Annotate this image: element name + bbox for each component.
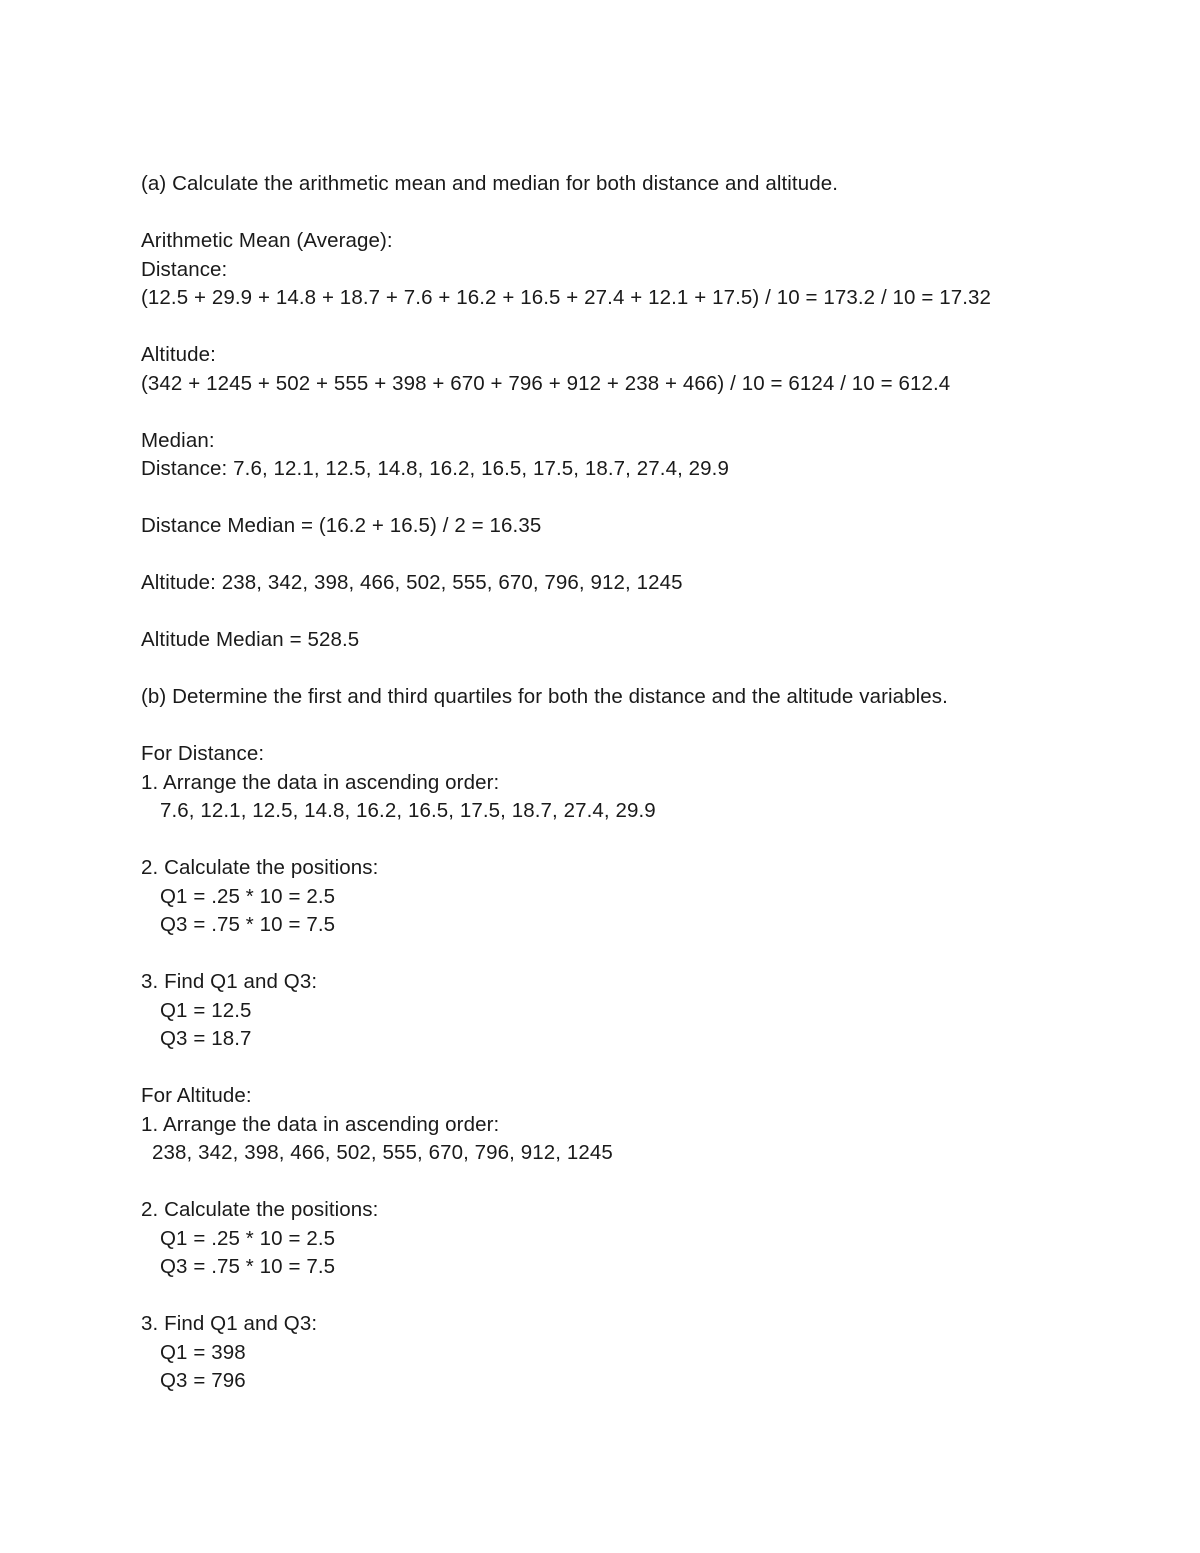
altitude-section-label: For Altitude:	[141, 1084, 252, 1107]
spacer	[141, 940, 1121, 969]
altitude-q3-position: Q3 = .75 * 10 = 7.5	[160, 1255, 336, 1278]
spacer	[141, 1168, 1121, 1197]
altitude-q1-value: Q1 = 398	[160, 1340, 246, 1364]
distance-q3-position: Q3 = .75 * 10 = 7.5	[160, 913, 336, 936]
altitude-step2: 2. Calculate the positions:	[141, 1198, 379, 1221]
distance-q1-value: Q1 = 12.5	[160, 998, 252, 1022]
mean-altitude-calculation: (342 + 1245 + 502 + 555 + 398 + 670 + 796 + 912 + 238 + 466) / 10 = 6124 / 10 = 612.4	[141, 371, 951, 395]
spacer	[141, 826, 1121, 855]
spacer	[141, 484, 1121, 513]
document-body	[141, 170, 1121, 1396]
spacer	[141, 199, 1121, 228]
median-heading: Median:	[141, 428, 215, 452]
spacer	[141, 655, 1121, 684]
mean-distance-label: Distance:	[141, 257, 228, 281]
distance-q1-position: Q1 = .25 * 10 = 2.5	[160, 884, 336, 908]
median-altitude-sorted: Altitude: 238, 342, 398, 466, 502, 555, 670, 796, 912, 1245	[141, 571, 683, 594]
spacer	[141, 598, 1121, 627]
spacer	[141, 712, 1121, 741]
distance-median: Distance Median = (16.2 + 16.5) / 2 = 16.35	[141, 514, 542, 537]
altitude-median: Altitude Median = 528.5	[141, 628, 360, 651]
spacer	[141, 398, 1121, 427]
altitude-q3-value: Q3 = 796	[160, 1369, 246, 1392]
altitude-q1-position: Q1 = .25 * 10 = 2.5	[160, 1226, 336, 1250]
part-a-heading: (a) Calculate the arithmetic mean and median for both distance and altitude.	[141, 172, 839, 195]
distance-step1: 1. Arrange the data in ascending order:	[141, 770, 500, 794]
distance-step3: 3. Find Q1 and Q3:	[141, 970, 318, 993]
mean-heading: Arithmetic Mean (Average):	[141, 229, 393, 252]
mean-distance-calculation: (12.5 + 29.9 + 14.8 + 18.7 + 7.6 + 16.2 + 16.5 + 27.4 + 12.1 + 17.5) / 10 = 173.2 / 10 = 17.32	[141, 286, 992, 309]
distance-q3-value: Q3 = 18.7	[160, 1027, 252, 1050]
spacer	[141, 313, 1121, 342]
altitude-sorted-values: 238, 342, 398, 466, 502, 555, 670, 796, 912, 1245	[152, 1141, 613, 1164]
altitude-step1: 1. Arrange the data in ascending order:	[141, 1112, 500, 1136]
spacer	[141, 1282, 1121, 1311]
part-b-heading: (b) Determine the first and third quartiles for both the distance and the altitude variables.	[141, 685, 948, 708]
spacer	[141, 541, 1121, 570]
distance-step2: 2. Calculate the positions:	[141, 856, 379, 879]
spacer	[141, 1054, 1121, 1083]
mean-altitude-label: Altitude:	[141, 343, 216, 366]
distance-section-label: For Distance:	[141, 742, 265, 765]
altitude-step3: 3. Find Q1 and Q3:	[141, 1312, 318, 1335]
distance-sorted-values: 7.6, 12.1, 12.5, 14.8, 16.2, 16.5, 17.5, 18.7, 27.4, 29.9	[160, 799, 656, 822]
median-distance-sorted: Distance: 7.6, 12.1, 12.5, 14.8, 16.2, 16.5, 17.5, 18.7, 27.4, 29.9	[141, 457, 729, 480]
